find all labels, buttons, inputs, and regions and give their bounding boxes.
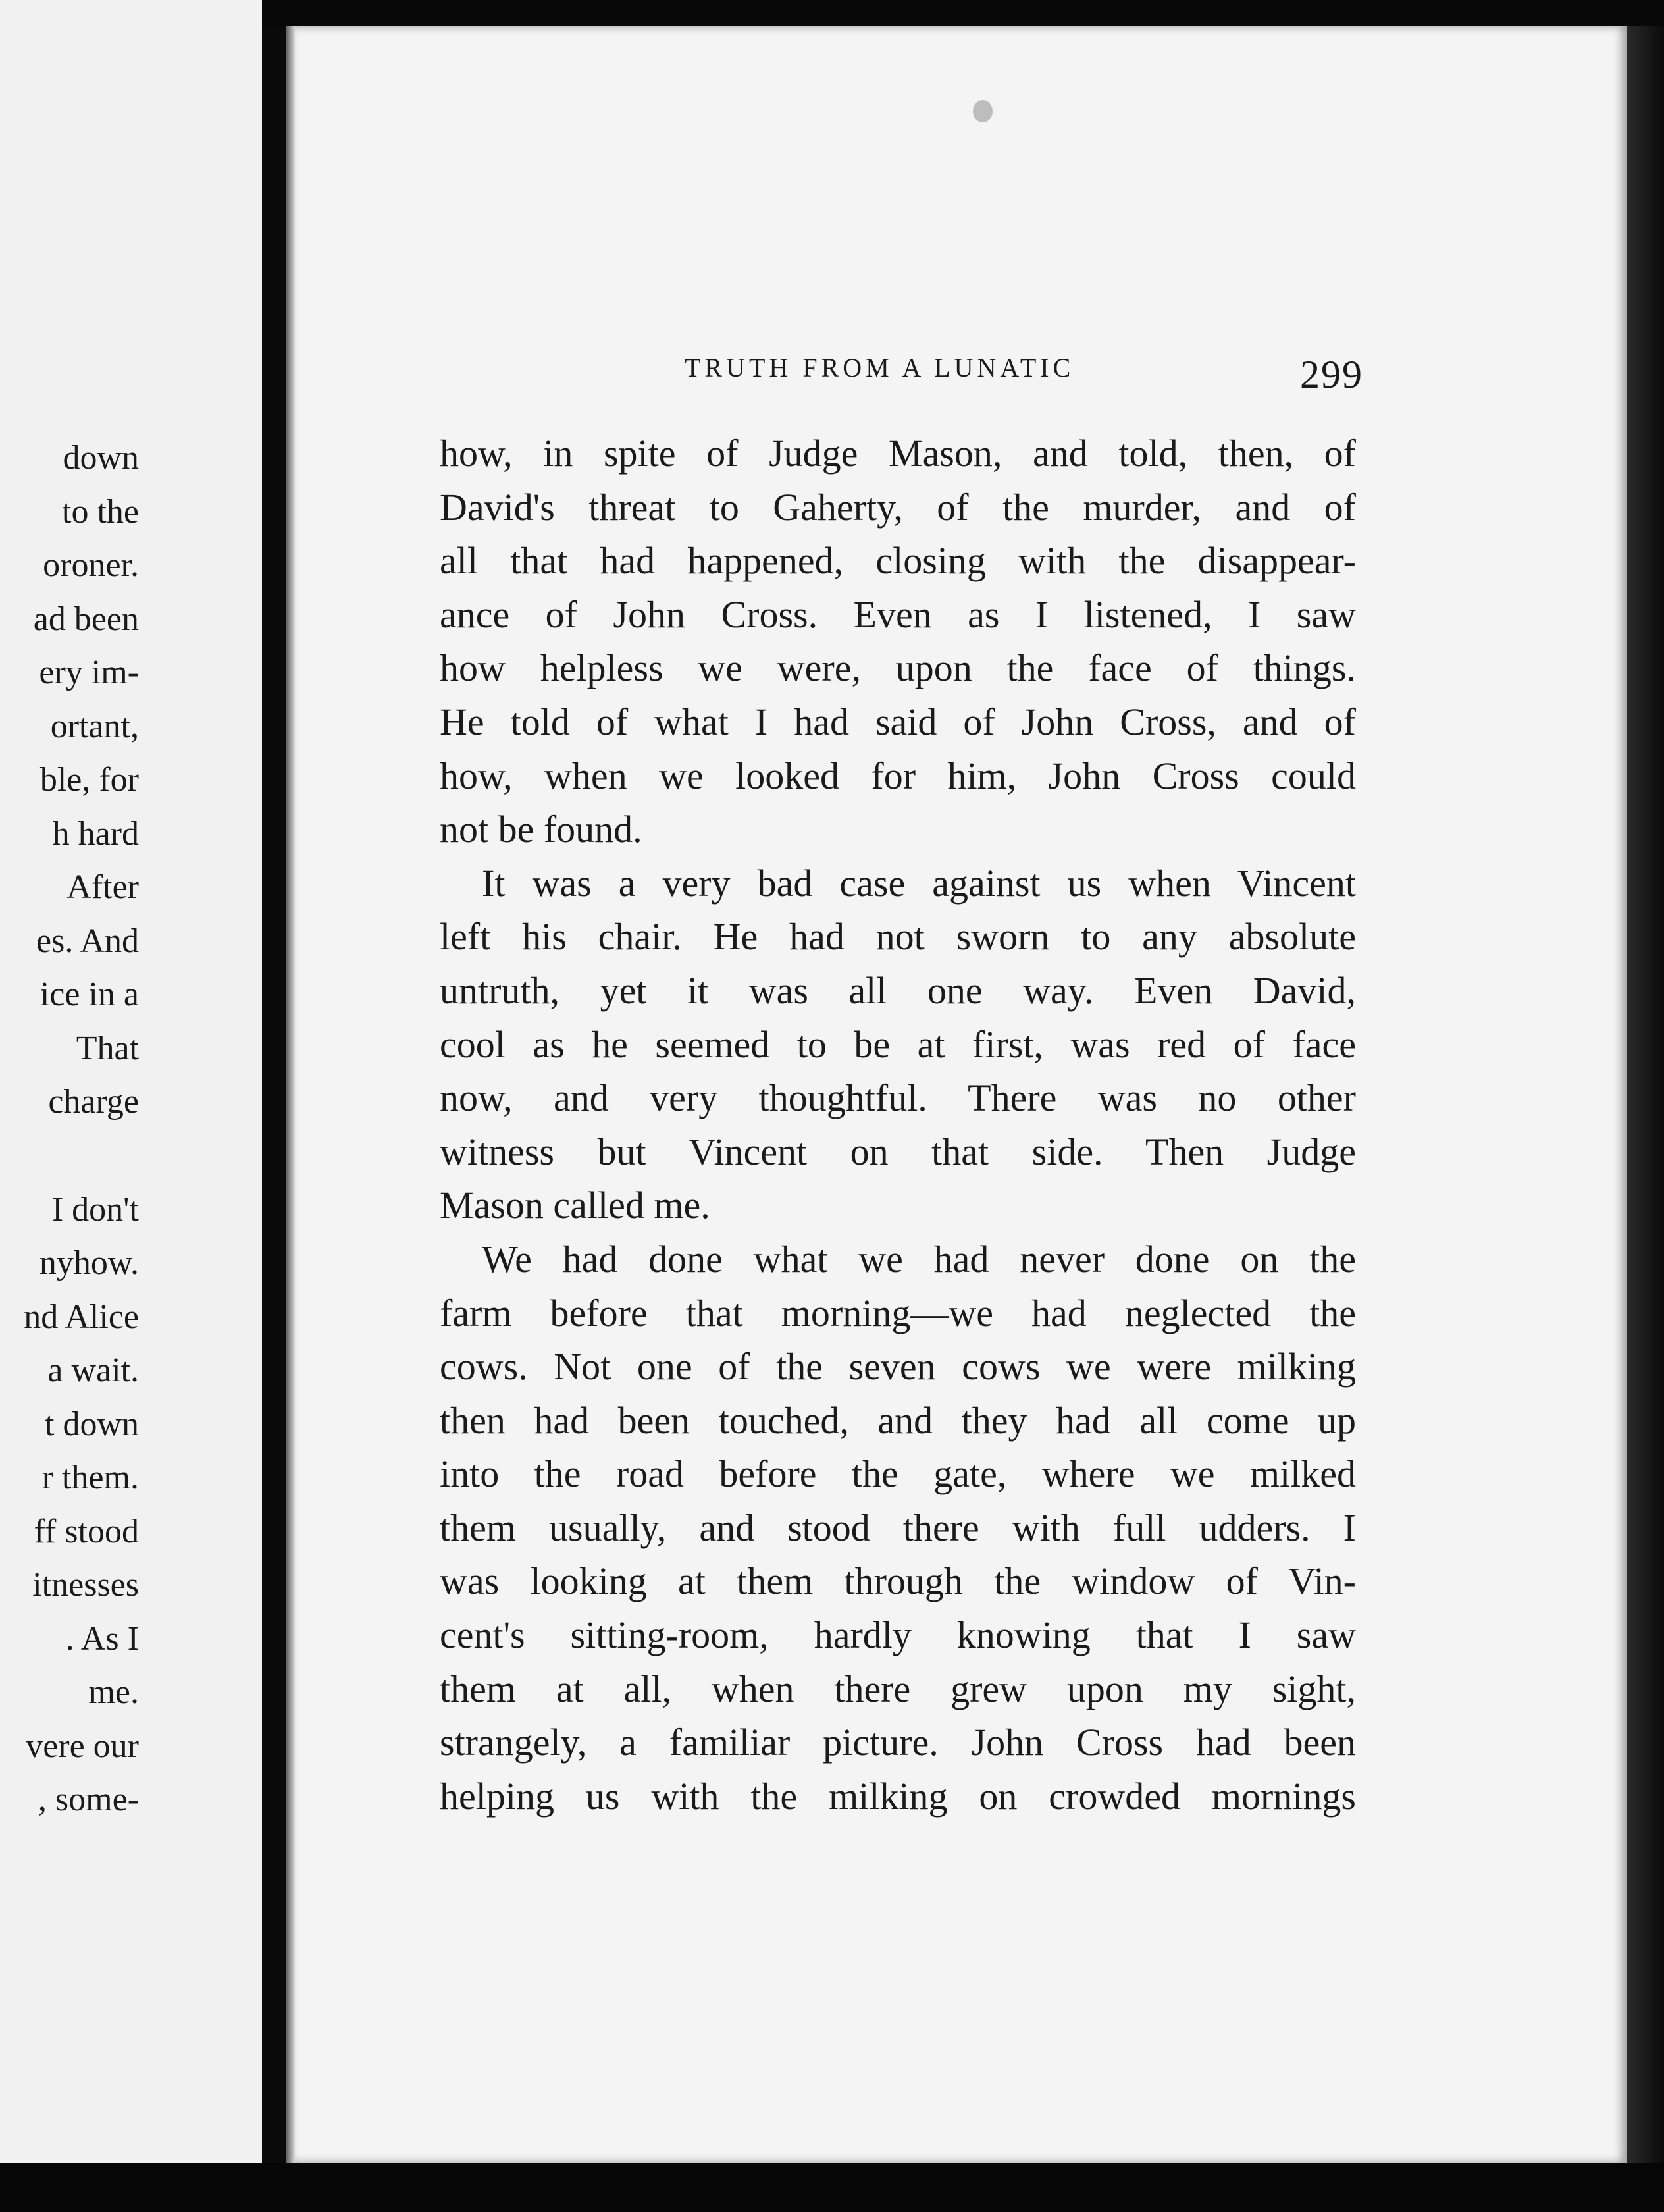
- text-line: them usually, and stood there with full udders. I: [440, 1506, 1356, 1549]
- page-number: 299: [1300, 353, 1363, 396]
- text-line: them at all, when there grew upon my sight,: [440, 1667, 1356, 1710]
- body-text: [440, 427, 1356, 1823]
- text-line: cows. Not one of the seven cows we were milking: [440, 1345, 1356, 1388]
- text-line: not be found.: [440, 808, 642, 851]
- left-text-line: me.: [88, 1673, 139, 1711]
- page-smudge: [973, 100, 993, 122]
- text-line: into the road before the gate, where we milked: [440, 1452, 1356, 1496]
- left-text-line: After: [66, 868, 139, 906]
- scan-border-bottom: [0, 2163, 1664, 2212]
- text-line: Mason called me.: [440, 1184, 710, 1227]
- text-line: farm before that morning—we had neglected the: [440, 1291, 1356, 1334]
- left-text-line: ice in a: [39, 976, 139, 1013]
- left-page: [0, 0, 262, 2163]
- left-text-line: ble, for: [39, 761, 139, 799]
- text-line: left his chair. He had not sworn to any absolute: [440, 915, 1356, 959]
- text-line: all that had happened, closing with the disappear-: [440, 539, 1356, 583]
- left-text-line: nd Alice: [24, 1298, 139, 1336]
- text-line: strangely, a familiar picture. John Cross had been: [440, 1721, 1356, 1764]
- left-text-line: ff stood: [34, 1512, 139, 1550]
- text-line: ance of John Cross. Even as I listened, I saw: [440, 592, 1356, 636]
- left-text-line: vere our: [26, 1727, 139, 1765]
- gutter-shadow: [286, 26, 295, 2163]
- left-text-line: ortant,: [50, 707, 139, 745]
- page-edge: [1627, 26, 1664, 2163]
- text-line: cool as he seemed to be at first, was red of face: [440, 1022, 1356, 1066]
- book-gutter: [262, 26, 286, 2163]
- left-text-line: charge: [48, 1083, 139, 1120]
- text-line: David's threat to Gaherty, of the murder, and of: [440, 485, 1356, 529]
- left-text-line: to the: [62, 492, 139, 531]
- text-line: how, when we looked for him, John Cross could: [440, 754, 1356, 797]
- left-text-line: I don't: [51, 1190, 139, 1228]
- left-text-line: down: [63, 439, 139, 477]
- left-page-text: [0, 431, 142, 1827]
- left-text-line: a wait.: [47, 1352, 139, 1389]
- text-line: He told of what I had said of John Cross, and of: [440, 700, 1356, 743]
- left-text-line: , some-: [38, 1781, 139, 1818]
- left-text-line: t down: [45, 1405, 139, 1443]
- left-text-line: r them.: [41, 1459, 139, 1496]
- text-line: witness but Vincent on that side. Then Judge: [440, 1130, 1356, 1173]
- text-line: We had done what we had never done on the: [482, 1237, 1356, 1280]
- left-text-line: oroner.: [43, 546, 139, 584]
- text-line: helping us with the milking on crowded mornings: [440, 1774, 1356, 1818]
- left-text-line: h hard: [52, 814, 139, 853]
- left-text-line: ad been: [33, 600, 139, 638]
- left-text-line: [0, 1129, 142, 1183]
- text-line: now, and very thoughtful. There was no other: [440, 1076, 1356, 1120]
- left-text-line: es. And: [36, 922, 139, 960]
- text-line: how helpless we were, upon the face of things.: [440, 646, 1356, 690]
- text-line: then had been touched, and they had all come up: [440, 1398, 1356, 1442]
- text-line: cent's sitting-room, hardly knowing that I saw: [440, 1614, 1356, 1657]
- left-text-line: nyhow.: [39, 1244, 139, 1282]
- left-text-line: itnesses: [32, 1566, 139, 1604]
- text-line: how, in spite of Judge Mason, and told, then, of: [440, 432, 1356, 475]
- text-line: was looking at them through the window of Vin-: [440, 1560, 1356, 1603]
- left-text-line: ery im-: [39, 654, 139, 691]
- text-line: untruth, yet it was all one way. Even David,: [440, 968, 1356, 1012]
- running-header: TRUTH FROM A LUNATIC: [685, 353, 1075, 382]
- text-line: It was a very bad case against us when Vincent: [482, 861, 1356, 905]
- left-text-line: That: [76, 1029, 139, 1067]
- left-text-line: . As I: [65, 1620, 139, 1658]
